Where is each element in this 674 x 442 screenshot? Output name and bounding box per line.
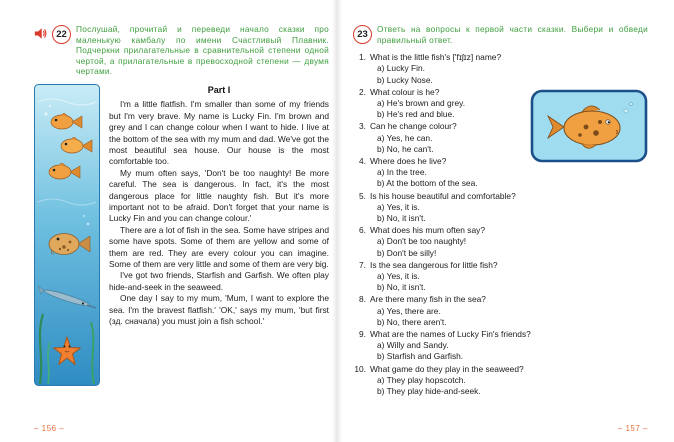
exercise-instruction: Послушай, прочитай и переведи начало сказки про маленькую камбалу по имени Счастливый Плавник. Подчеркни прилагательные в сравнительной степени одной чертой, а прилагательные в превосходной степени — двумя чертами. (76, 24, 329, 77)
question-item (353, 52, 648, 86)
question-text: Is the sea dangerous for little fish? (370, 259, 498, 270)
question-item (353, 260, 648, 294)
question-text: What is the little fish's ['fɪʃɪz] name? (370, 52, 502, 63)
answer-option: a) Lucky Fin. (377, 63, 425, 74)
questions-list (353, 52, 648, 397)
answer-option: a) They play hopscotch. (377, 374, 466, 385)
question-number: 1. (359, 52, 366, 63)
question-text: Are there many fish in the sea? (370, 294, 486, 305)
answer-option: b) At the bottom of the sea. (377, 178, 478, 189)
answer-option: b) No, it isn't. (377, 213, 426, 224)
answer-option: b) Lucky Nose. (377, 74, 433, 85)
answer-option: b) They play hide-and-seek. (377, 386, 481, 397)
exercise-number: 23 (357, 29, 368, 40)
question-text: What does his mum often say? (370, 225, 485, 236)
story-text (109, 84, 329, 386)
question-number: 8. (359, 294, 366, 305)
speaker-icon (34, 27, 47, 45)
answer-option: b) Starfish and Garfish. (377, 351, 464, 362)
fish-picture-box (530, 89, 648, 163)
story-paragraph: There are a lot of fish in the sea. Some have stripes and some have spots. Some of them are yellow and some of them are red. They are every colour you can imagine. Some of them are very little and some of them are very big. (109, 224, 329, 270)
question-text: What game do they play in the seaweed? (370, 363, 524, 374)
answer-option: a) He's brown and grey. (377, 98, 466, 108)
exercise-number: 22 (56, 29, 67, 40)
sea-illustration (34, 84, 100, 386)
question-text: Is his house beautiful and comfortable? (370, 190, 516, 201)
question-number: 3. (359, 121, 366, 132)
answer-option: b) No, it isn't. (377, 282, 426, 293)
answer-option: b) Don't be silly! (377, 247, 437, 258)
story-paragraph: My mum often says, 'Don't be too naughty! Be more careful. The sea is dangerous. In fact, it's the most dangerous place for little naughty fish. But it's more important not to be afraid. Don't forget that your name is Lucky Fin and you can change colour.' (109, 167, 329, 224)
question-text: What are the names of Lucky Fin's friends? (370, 329, 531, 340)
answer-option: a) Willy and Sandy. (377, 340, 449, 351)
question-item (353, 364, 648, 398)
question-number: 10. (354, 363, 366, 374)
question-item (353, 329, 648, 363)
story-paragraph: I've got two friends, Starfish and Garfish. We often play hide-and-seek in the seaweed. (109, 270, 329, 292)
question-item (353, 225, 648, 259)
answer-option: a) Yes, it is. (377, 271, 420, 282)
answer-option: a) Yes, there are. (377, 305, 441, 316)
answer-option: b) No, he can't. (377, 143, 434, 154)
answer-option: a) Yes, he can. (377, 132, 433, 143)
question-number: 6. (359, 225, 366, 236)
answer-option: a) Yes, it is. (377, 201, 420, 212)
question-number: 7. (359, 259, 366, 270)
right-page (337, 0, 674, 442)
question-text: Can he change colour? (370, 121, 457, 132)
page-number-right: – 157 – (617, 424, 648, 433)
answer-option: a) In the tree. (377, 167, 427, 178)
exercise-number-badge (52, 25, 71, 44)
question-text: What colour is he? (370, 86, 440, 97)
question-number: 9. (359, 329, 366, 340)
question-text: Where does he live? (370, 156, 447, 167)
question-item (353, 294, 648, 328)
question-item (353, 191, 648, 225)
left-page-body (34, 84, 329, 386)
story-paragraph: One day I say to my mum, 'Mum, I want to explore the sea. I'm the bravest flatfish.' 'OK,' says my mum, 'but first (зд. сначала) you must join a fish school.' (109, 293, 329, 327)
question-number: 2. (359, 86, 366, 97)
part-heading: Part I (207, 84, 231, 95)
page-number-left: – 156 – (34, 424, 65, 433)
story-paragraph: I'm a little flatfish. I'm smaller than some of my friends but I'm very brave. My name is Lucky Fin. I'm brown and grey and I can change colour when I want to hide. I live at the bottom of the sea with my mum and dad. We've got the most beautiful sea house. Our house is the most comfortable too. (109, 99, 329, 167)
sea-illustration-strip (34, 84, 100, 386)
question-number: 4. (359, 156, 366, 167)
exercise-23-header (353, 24, 648, 45)
answer-option: b) No, there aren't. (377, 316, 447, 327)
exercise-22-header (34, 24, 329, 77)
exercise-instruction: Ответь на вопросы к первой части сказки. Выбери и обведи правильный ответ. (377, 24, 648, 45)
exercise-number-badge (353, 25, 372, 44)
answer-option: b) He's red and blue. (377, 109, 455, 120)
answer-option: a) Don't be too naughty! (377, 236, 467, 247)
question-number: 5. (359, 190, 366, 201)
